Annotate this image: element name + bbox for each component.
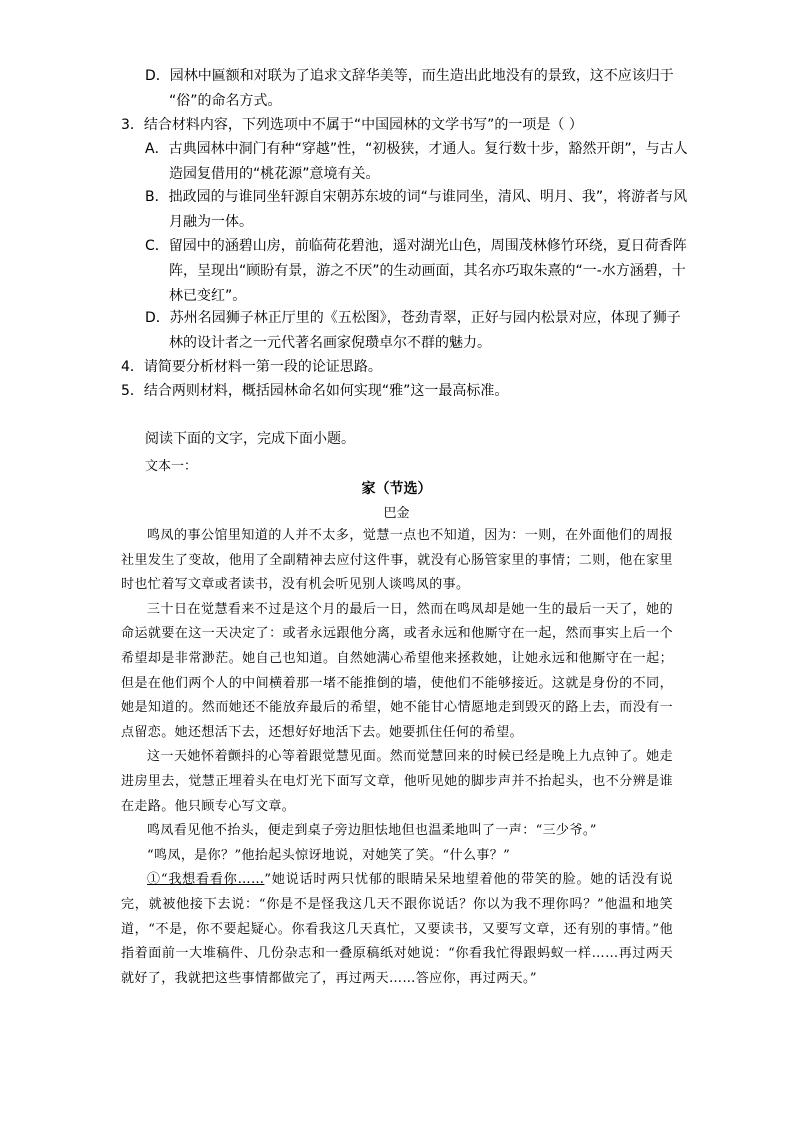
reading-instruction: 阅读下面的文字，完成下面小题。 bbox=[145, 431, 355, 447]
text-label: 文本一： bbox=[145, 459, 198, 474]
story-paragraph-4: 鸣凤看见他不抬头，便走到桌子旁边胆怯地但也温柔地叫了一声：“三少爷。” bbox=[147, 823, 597, 839]
marked-sentence-1: ①“我想看看你…… bbox=[147, 872, 265, 888]
q5-question: 5．结合两则材料，概括园林命名如何实现“雅”这一最高标准。 bbox=[121, 383, 509, 399]
story-paragraph-5: “鸣凤，是你？”他抬起头惊讶地说，对她笑了笑。“什么事？” bbox=[147, 847, 511, 863]
q2-option-d-line1: D．园林中匾额和对联为了追求文辞华美等，而生造出此地没有的景致，这不应该归于 bbox=[145, 68, 674, 84]
story-paragraph-6-rest: ”她说话时两只忧郁的眼睛呆呆地望着他的带笑的脸。她的话没有说完，就被他接下去说：“你是不是怪我这几天不跟你说话？你以为我不理你吗？”他温和地笑道，“不是，你不要起疑心。你看我这几天真忙，又要读书，又要写文章，还有别的事情。”他指着面前一大堆稿件、几份杂志和一叠原稿纸对她说：“你看我忙得跟蚂蚁一样……再过两天就好了，我就把这些事情都做完了，再过两天……答应你，再过两天。” bbox=[121, 872, 674, 986]
q3-stem: 3．结合材料内容，下列选项中不属于“中国园林的文学书写”的一项是（ ） bbox=[121, 117, 583, 133]
story-author: 巴金 bbox=[383, 506, 410, 521]
q3-option-b: B．拙政园的与谁同坐轩源自宋朝苏东坡的词“与谁同坐，清风、明月、我”，将游者与风月融为一体。 bbox=[145, 189, 688, 230]
story-title: 家（节选） bbox=[361, 481, 432, 497]
q3-option-c: C．留园中的涵碧山房，前临荷花碧池，遥对湖光山色，周围茂林修竹环绕，夏日荷香阵阵，呈现出“顾盼有景，游之不厌”的生动画面，其名亦巧取朱熹的“一-水方涵碧，十林已变红”。 bbox=[145, 238, 687, 304]
story-paragraph-3: 这一天她怀着颤抖的心等着跟觉慧见面。然而觉慧回来的时候已经是晚上九点钟了。她走进房里去，觉慧正埋着头在电灯光下面写文章，他听见她的脚步声并不抬起头，也不分辨是谁在走路。他只顾专心写文章。 bbox=[121, 749, 673, 814]
story-body bbox=[121, 524, 673, 991]
story-paragraph-6 bbox=[121, 868, 673, 991]
story-paragraph-2: 三十日在觉慧看来不过是这个月的最后一日，然而在鸣凤却是她一生的最后一天了，她的命运就要在这一天决定了：或者永远跟他分离，或者永远和他厮守在一起，然而事实上后一个希望却是非常渺茫。她自己也知道。自然她满心希望他来拯救她，让她永远和他厮守在一起；但是在他们两个人的中间横着那一堵不能推倒的墙，使他们不能够接近。这就是身份的不同，她是知道的。然而她还不能放弃最后的希望，她不能甘心情愿地走到毁灭的路上去，而没有一点留恋。她还想活下去，还想好好地活下去。她要抓住任何的希望。 bbox=[121, 601, 673, 740]
q4-question: 4．请简要分析材料一第一段的论证思路。 bbox=[121, 359, 382, 375]
q2-option-d bbox=[145, 64, 689, 114]
story-paragraph-1: 鸣凤的事公馆里知道的人并不太多，觉慧一点也不知道，因为：一则，在外面他们的周报社里发生了变故，他用了全副精神去应付这件事，就没有心肠管家里的事情；二则，他在家里时也忙着写文章或者读书，没有机会听见别人谈鸣凤的事。 bbox=[121, 528, 673, 593]
q3-option-a: A．古典园林中洞门有种“穿越”性，“初极狭，才通人。复行数十步，豁然开朗”，与古人造园复借用的“桃花源”意境有关。 bbox=[145, 141, 688, 182]
q3-option-d: D．苏州名园狮子林正厅里的《五松图》，苍劲青翠，正好与园内松景对应，体现了狮子林的设计者之一元代著名画家倪瓒卓尔不群的魅力。 bbox=[145, 310, 681, 351]
q2-option-d-line2: “俗”的命名方式。 bbox=[169, 93, 282, 109]
